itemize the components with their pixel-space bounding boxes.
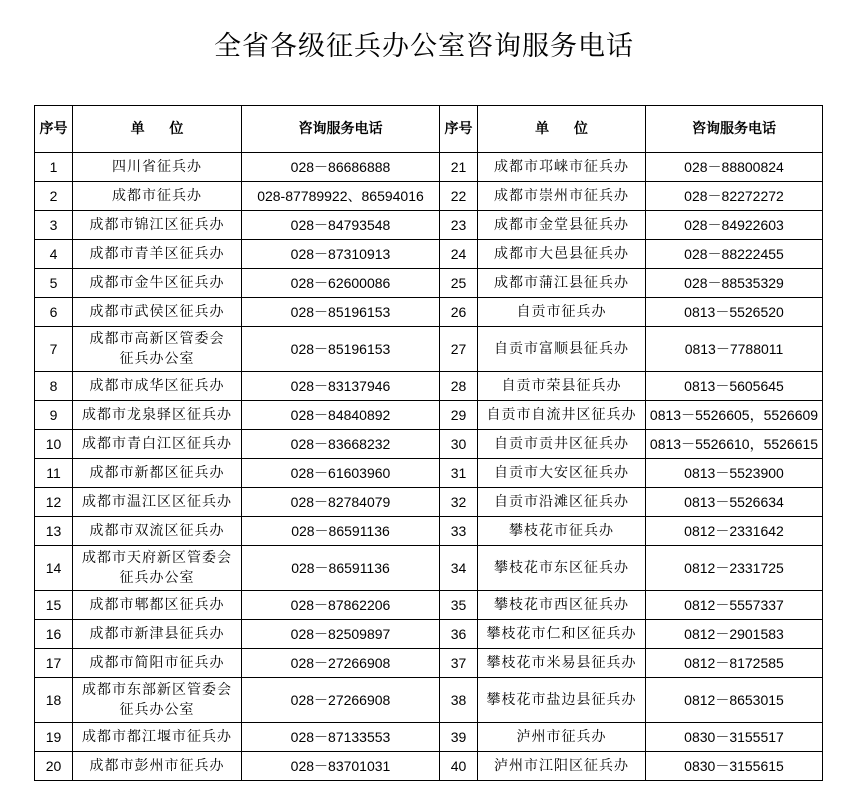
unit-name-right: 成都市大邑县征兵办 [478, 240, 646, 269]
row-number-right: 37 [440, 649, 478, 678]
phone-number-left: 028-87789922、86594016 [242, 182, 440, 211]
header-unit-left: 单 位 [73, 106, 242, 153]
unit-name-right: 成都市金堂县征兵办 [478, 211, 646, 240]
phone-number-right: 028－88535329 [646, 269, 823, 298]
phone-number-left: 028－86591136 [242, 517, 440, 546]
unit-name-right: 攀枝花市仁和区征兵办 [478, 620, 646, 649]
unit-name-left: 成都市双流区征兵办 [73, 517, 242, 546]
phone-table [34, 105, 823, 781]
table-row [35, 401, 823, 430]
unit-name-left: 成都市天府新区管委会 征兵办公室 [73, 546, 242, 591]
table-row [35, 153, 823, 182]
phone-number-left: 028－84840892 [242, 401, 440, 430]
unit-name-right: 自贡市沿滩区征兵办 [478, 488, 646, 517]
row-number-right: 27 [440, 327, 478, 372]
phone-number-left: 028－84793548 [242, 211, 440, 240]
table-row [35, 591, 823, 620]
unit-name-left: 成都市高新区管委会 征兵办公室 [73, 327, 242, 372]
header-phone-right: 咨询服务电话 [646, 106, 823, 153]
phone-number-right: 0813－5526605，5526609 [646, 401, 823, 430]
phone-number-right: 0812－2331642 [646, 517, 823, 546]
unit-name-right: 自贡市大安区征兵办 [478, 459, 646, 488]
unit-name-left: 成都市郫都区征兵办 [73, 591, 242, 620]
unit-name-left: 成都市征兵办 [73, 182, 242, 211]
header-no-left: 序号 [35, 106, 73, 153]
phone-number-left: 028－87310913 [242, 240, 440, 269]
row-number-left: 1 [35, 153, 73, 182]
row-number-left: 9 [35, 401, 73, 430]
phone-number-left: 028－82784079 [242, 488, 440, 517]
phone-number-right: 028－88800824 [646, 153, 823, 182]
row-number-right: 26 [440, 298, 478, 327]
table-row [35, 752, 823, 781]
phone-number-left: 028－85196153 [242, 298, 440, 327]
phone-number-left: 028－61603960 [242, 459, 440, 488]
row-number-left: 4 [35, 240, 73, 269]
phone-number-right: 0813－5605645 [646, 372, 823, 401]
unit-name-left: 成都市简阳市征兵办 [73, 649, 242, 678]
unit-name-right: 自贡市富顺县征兵办 [478, 327, 646, 372]
unit-name-left: 成都市成华区征兵办 [73, 372, 242, 401]
unit-name-left: 成都市龙泉驿区征兵办 [73, 401, 242, 430]
table-row [35, 620, 823, 649]
phone-number-right: 0812－2901583 [646, 620, 823, 649]
row-number-left: 11 [35, 459, 73, 488]
row-number-left: 5 [35, 269, 73, 298]
phone-number-left: 028－83668232 [242, 430, 440, 459]
unit-name-right: 成都市崇州市征兵办 [478, 182, 646, 211]
table-row [35, 182, 823, 211]
row-number-right: 36 [440, 620, 478, 649]
row-number-right: 40 [440, 752, 478, 781]
row-number-left: 6 [35, 298, 73, 327]
row-number-right: 30 [440, 430, 478, 459]
phone-number-right: 0813－5526520 [646, 298, 823, 327]
phone-number-left: 028－83137946 [242, 372, 440, 401]
phone-number-right: 0813－7788011 [646, 327, 823, 372]
unit-name-left: 成都市东部新区管委会 征兵办公室 [73, 678, 242, 723]
table-row [35, 372, 823, 401]
phone-number-right: 0812－8172585 [646, 649, 823, 678]
unit-name-left: 成都市金牛区征兵办 [73, 269, 242, 298]
phone-number-left: 028－85196153 [242, 327, 440, 372]
table-row [35, 517, 823, 546]
row-number-right: 39 [440, 723, 478, 752]
unit-name-right: 攀枝花市米易县征兵办 [478, 649, 646, 678]
unit-name-left: 四川省征兵办 [73, 153, 242, 182]
row-number-right: 32 [440, 488, 478, 517]
row-number-right: 33 [440, 517, 478, 546]
phone-number-left: 028－86591136 [242, 546, 440, 591]
table-row [35, 269, 823, 298]
table-body [35, 153, 823, 781]
phone-number-left: 028－27266908 [242, 678, 440, 723]
row-number-left: 18 [35, 678, 73, 723]
phone-number-left: 028－62600086 [242, 269, 440, 298]
row-number-left: 15 [35, 591, 73, 620]
row-number-left: 17 [35, 649, 73, 678]
row-number-left: 20 [35, 752, 73, 781]
phone-number-left: 028－87862206 [242, 591, 440, 620]
unit-name-left: 成都市青羊区征兵办 [73, 240, 242, 269]
unit-name-right: 自贡市贡井区征兵办 [478, 430, 646, 459]
row-number-left: 13 [35, 517, 73, 546]
unit-name-right: 成都市邛崃市征兵办 [478, 153, 646, 182]
unit-name-left: 成都市新都区征兵办 [73, 459, 242, 488]
unit-name-left: 成都市都江堰市征兵办 [73, 723, 242, 752]
unit-name-right: 泸州市江阳区征兵办 [478, 752, 646, 781]
phone-number-right: 0812－5557337 [646, 591, 823, 620]
unit-name-right: 自贡市征兵办 [478, 298, 646, 327]
row-number-left: 3 [35, 211, 73, 240]
row-number-left: 7 [35, 327, 73, 372]
header-unit-right: 单 位 [478, 106, 646, 153]
table-row [35, 298, 823, 327]
phone-number-right: 0813－5523900 [646, 459, 823, 488]
row-number-right: 25 [440, 269, 478, 298]
row-number-left: 8 [35, 372, 73, 401]
phone-number-left: 028－83701031 [242, 752, 440, 781]
phone-number-right: 0812－8653015 [646, 678, 823, 723]
row-number-right: 34 [440, 546, 478, 591]
unit-name-left: 成都市新津县征兵办 [73, 620, 242, 649]
phone-number-left: 028－27266908 [242, 649, 440, 678]
row-number-right: 22 [440, 182, 478, 211]
phone-number-right: 0830－3155615 [646, 752, 823, 781]
row-number-left: 19 [35, 723, 73, 752]
unit-name-right: 攀枝花市西区征兵办 [478, 591, 646, 620]
row-number-right: 38 [440, 678, 478, 723]
unit-name-left: 成都市青白江区征兵办 [73, 430, 242, 459]
phone-number-right: 028－84922603 [646, 211, 823, 240]
row-number-right: 23 [440, 211, 478, 240]
unit-name-left: 成都市彭州市征兵办 [73, 752, 242, 781]
unit-name-right: 攀枝花市盐边县征兵办 [478, 678, 646, 723]
page-title: 全省各级征兵办公室咨询服务电话 [214, 31, 634, 62]
table-row [35, 211, 823, 240]
unit-name-left: 成都市锦江区征兵办 [73, 211, 242, 240]
table-row [35, 649, 823, 678]
table-row [35, 327, 823, 372]
row-number-right: 24 [440, 240, 478, 269]
row-number-right: 28 [440, 372, 478, 401]
phone-number-right: 0812－2331725 [646, 546, 823, 591]
table-row [35, 723, 823, 752]
unit-name-left: 成都市温江区区征兵办 [73, 488, 242, 517]
table-row [35, 488, 823, 517]
table-row [35, 240, 823, 269]
phone-number-left: 028－86686888 [242, 153, 440, 182]
phone-number-right: 0813－5526610，5526615 [646, 430, 823, 459]
phone-number-right: 028－88222455 [646, 240, 823, 269]
table-row [35, 430, 823, 459]
phone-number-left: 028－87133553 [242, 723, 440, 752]
row-number-left: 10 [35, 430, 73, 459]
unit-name-right: 泸州市征兵办 [478, 723, 646, 752]
phone-number-right: 0830－3155517 [646, 723, 823, 752]
header-phone-left: 咨询服务电话 [242, 106, 440, 153]
row-number-left: 12 [35, 488, 73, 517]
unit-name-right: 攀枝花市东区征兵办 [478, 546, 646, 591]
row-number-left: 2 [35, 182, 73, 211]
table-row [35, 678, 823, 723]
row-number-right: 29 [440, 401, 478, 430]
row-number-right: 21 [440, 153, 478, 182]
phone-number-right: 028－82272272 [646, 182, 823, 211]
table-row [35, 459, 823, 488]
row-number-left: 14 [35, 546, 73, 591]
phone-number-right: 0813－5526634 [646, 488, 823, 517]
header-no-right: 序号 [440, 106, 478, 153]
row-number-right: 35 [440, 591, 478, 620]
unit-name-right: 成都市蒲江县征兵办 [478, 269, 646, 298]
unit-name-left: 成都市武侯区征兵办 [73, 298, 242, 327]
row-number-left: 16 [35, 620, 73, 649]
table-header-row [35, 106, 823, 153]
unit-name-right: 自贡市荣县征兵办 [478, 372, 646, 401]
row-number-right: 31 [440, 459, 478, 488]
phone-number-left: 028－82509897 [242, 620, 440, 649]
unit-name-right: 攀枝花市征兵办 [478, 517, 646, 546]
unit-name-right: 自贡市自流井区征兵办 [478, 401, 646, 430]
table-row [35, 546, 823, 591]
